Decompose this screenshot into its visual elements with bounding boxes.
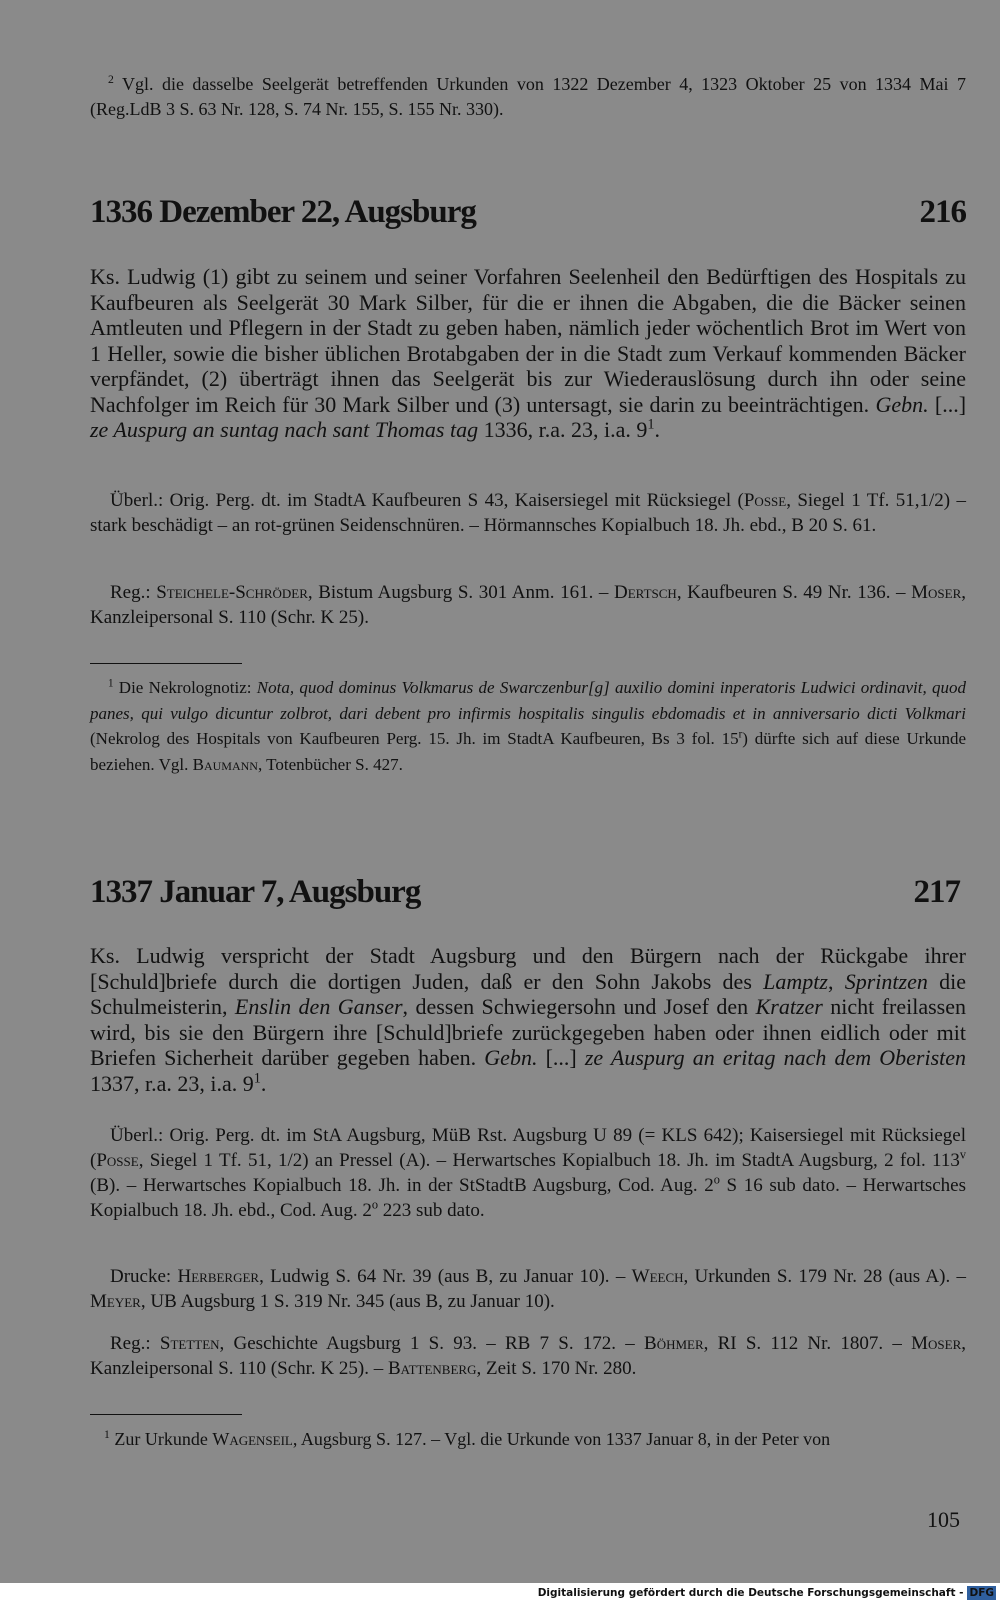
entry-216-regest: Ks. Ludwig (1) gibt zu seinem und seiner Vorfahren Seelenheil den Bedürftigen des Hospitals zu Kaufbeuren als Seelgerät 30 Mark Silber, für die er ihnen die Abgaben, die die Bäcker seinen Amtleuten und Pflegern in der Stadt zu geben haben, nämlich jeder wöchentlich Brot im Wert von 1 Heller, sowie die bisher üblichen Brotabgaben der in die Stadt zum Verkauf kommenden Bäcker verpfändet, (2) überträgt ihnen das Seelgerät bis zur Wiederauslösung durch ihn oder seine Nachfolger im Reich für 30 Mark Silber und (3) untersagt, sie darin zu beeinträchtigen. Gebn. [...] ze Auspurg an suntag nach sant Thomas tag 1336, r.a. 23, i.a. $9^1$. (90, 264, 967, 442)
gebn-label: Gebn. (875, 391, 929, 417)
digitization-footer (0, 1583, 1000, 1603)
entry-216-uberlieferung: Überl.: Orig. Perg. dt. im StadtA Kaufbeuren S 43, Kaisersiegel mit Rücksiegel (Posse, Siegel 1 Tf. 51,1/2) – stark beschädigt – an rot-grünen Seidenschnüren. – Hörmannsches Kopialbuch 18. Jh. ebd., B 20 S. 61. (90, 490, 967, 536)
entry-217-heading (90, 874, 960, 911)
footnote-2 (90, 72, 966, 122)
gebn-label: Gebn. (484, 1045, 538, 1070)
footnote-rule (90, 1414, 242, 1415)
entry-217-date: 1337 Januar 7, Augsburg (90, 874, 421, 910)
footnote-rule (90, 663, 242, 664)
entry-217-regest: Ks. Ludwig verspricht der Stadt Augsburg und den Bürgern nach der Rückgabe ihrer [Schuld]briefe durch die dortigen Juden, daß er den Sohn Jakobs des Lamptz, Sprintzen die Schulmeisterin, Enslin den Ganser, dessen Schwiegersohn und Josef den Kratzer nicht freilassen wird, bis sie den Bürgern ihre [Schuld]briefe zurückgegeben haben oder ihnen eidlich oder mit Briefen Sicherheit darüber gegeben haben. Gebn. [...] ze Auspurg an eritag nach dem Oberisten 1337, r.a. 23, i.a. $9^1$. (90, 943, 967, 1096)
entry-217-footnote: $^1$ Zur Urkunde Wagenseil, Augsburg S. 127. – Vgl. die Urkunde von 1337 Januar 8, in der Peter von (104, 1428, 831, 1449)
footer-credit: Digitalisierung gefördert durch die Deutsche Forschungsgemeinschaft - (537, 1587, 964, 1599)
footnote-mark: 2 (108, 73, 114, 86)
entry-216-heading (90, 194, 966, 231)
dfg-logo: DFG (969, 1587, 994, 1599)
dating-clause: ze Auspurg an suntag nach sant Thomas tag (90, 417, 479, 442)
entry-216-date: 1336 Dezember 22, Augsburg (90, 194, 476, 230)
footnote-ref: 1 (253, 1070, 261, 1087)
entry-217-regesten: Reg.: Stetten, Geschichte Augsburg 1 S. 93. – RB 7 S. 172. – Böhmer, RI S. 112 Nr. 1807. – Moser, Kanzleipersonal S. 110 (Schr. K 25). – Battenberg, Zeit S. 170 Nr. 280. (90, 1333, 966, 1379)
entry-216-regesten: Reg.: Steichele-Schröder, Bistum Augsburg S. 301 Anm. 161. – Dertsch, Kaufbeuren S. 49 Nr. 136. – Moser, Kanzleipersonal S. 110 (Schr. K 25). (90, 582, 966, 628)
entry-216-number: 216 (919, 194, 966, 230)
entry-217-number: 217 (913, 874, 960, 910)
page-number: 105 (927, 1507, 960, 1532)
footnote-ref: 1 (647, 416, 655, 433)
entry-217-uberlieferung: Überl.: Orig. Perg. dt. im StA Augsburg, MüB Rst. Augsburg U 89 (= KLS 642); Kaisersiegel mit Rücksiegel (Posse, Siegel 1 Tf. 51, 1/2) an Pressel (A). – Herwartsches Kopialbuch 18. Jh. im StadtA Augsburg, 2 fol. 113$^v$ (B). – Herwartsches Kopialbuch 18. Jh. in der StStadtB Augsburg, Cod. Aug. 2$^o$ S 16 sub dato. – Herwartsches Kopialbuch 18. Jh. ebd., Cod. Aug. 2$^o$ 223 sub dato. (90, 1125, 966, 1221)
entry-217-drucke: Drucke: Herberger, Ludwig S. 64 Nr. 39 (aus B, zu Januar 10). – Weech, Urkunden S. 179 Nr. 28 (aus A). – Meyer, UB Augsburg 1 S. 319 Nr. 345 (aus B, zu Januar 10). (90, 1266, 966, 1312)
footnote-text: Vgl. die dasselbe Seelgerät betreffenden Urkunden von 1322 Dezember 4, 1323 Oktober 25 von 1334 Mai 7 (Reg.LdB 3 S. 63 Nr. 128, S. 74 Nr. 155, S. 155 Nr. 330). (90, 74, 966, 119)
entry-216-footnote: $^1$ Die Nekrolognotiz: Nota, quod dominus Volkmarus de Swarczenbur[g] auxilio domini inperatoris Ludwici ordinavit, quod panes, qui vulgo dicuntur zolbrot, dari debent pro infirmis hospitalis singulis ebdomadis et in anniversario dicti Volkmari (Nekrolog des Hospitals von Kaufbeuren Perg. 15. Jh. im StadtA Kaufbeuren, Bs 3 fol. 15$^r$) dürfte sich auf diese Urkunde beziehen. Vgl. Baumann, Totenbücher S. 427. (90, 677, 967, 774)
dating-clause: ze Auspurg an eritag nach dem Oberisten (584, 1045, 967, 1070)
